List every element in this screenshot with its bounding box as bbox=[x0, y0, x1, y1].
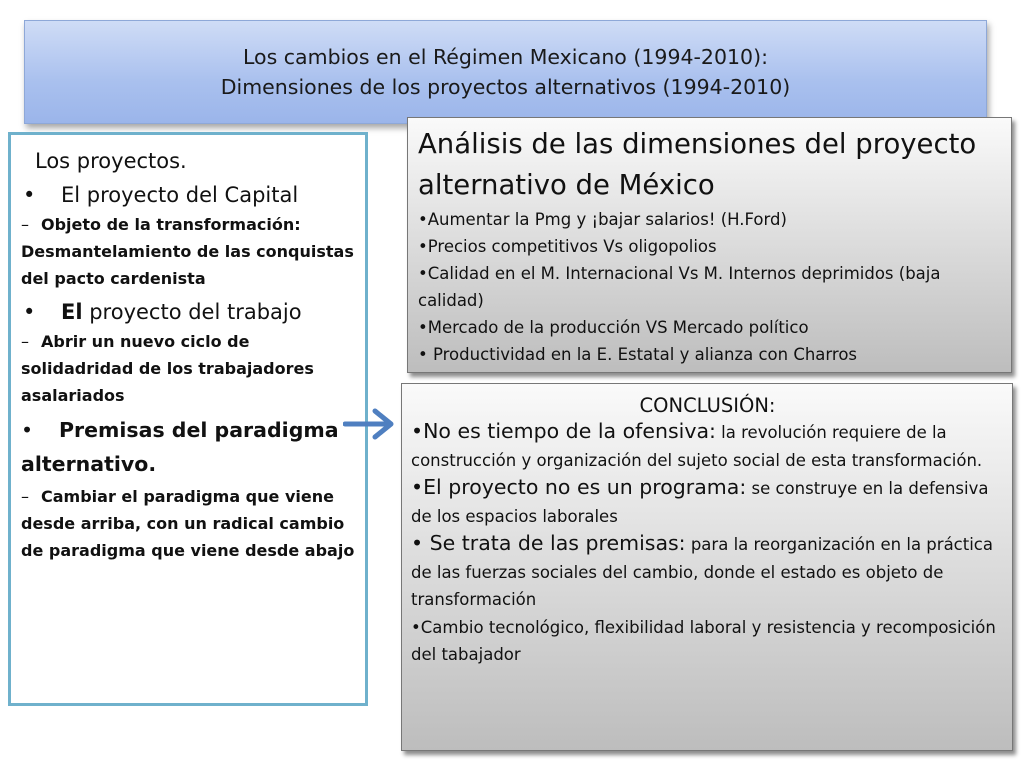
analysis-item: •Aumentar la Pmg y ¡bajar salarios! (H.Ford) bbox=[418, 210, 787, 229]
bullet-marker: • bbox=[21, 418, 34, 442]
bullet-premisas bbox=[21, 413, 357, 481]
conclusion-title: CONCLUSIÓN: bbox=[639, 394, 776, 417]
bullet-capital-label: El proyecto del Capital bbox=[61, 183, 299, 207]
dash-marker: – bbox=[21, 332, 29, 351]
projects-panel bbox=[8, 132, 368, 706]
conclusion-box bbox=[401, 383, 1013, 751]
analysis-title: Análisis de las dimensiones del proyecto alternativo de México bbox=[418, 128, 977, 201]
conclusion-item-text: se construye en la defensiva de los espacios laborales bbox=[411, 479, 989, 526]
bullet-capital-detail bbox=[21, 211, 357, 292]
conclusion-item-text: para la reorganización en la práctica de las fuerzas sociales del cambio, donde el estado es objeto de transformación bbox=[411, 535, 993, 609]
bullet-capital-detail-text: Objeto de la transformación: Desmantelamiento de las conquistas del pacto cardenista bbox=[21, 215, 354, 288]
bullet-trabajo-rest: proyecto del trabajo bbox=[82, 300, 302, 324]
conclusion-item: •Cambio tecnológico, flexibilidad laboral y resistencia y recomposición del tabajador bbox=[411, 617, 996, 664]
bullet-premisas-detail-text: Cambiar el paradigma que viene desde arriba, con un radical cambio de paradigma que viene desde abajo bbox=[21, 487, 355, 560]
analysis-item: •Precios competitivos Vs oligopolios bbox=[418, 237, 717, 256]
bullet-premisas-detail bbox=[21, 483, 357, 564]
bullet-trabajo-bold: El bbox=[61, 300, 83, 324]
right-arrow-icon bbox=[343, 406, 399, 442]
analysis-box bbox=[407, 117, 1012, 373]
bullet-capital bbox=[21, 181, 357, 209]
bullet-trabajo-label bbox=[61, 298, 302, 326]
bullet-trabajo bbox=[21, 298, 357, 326]
conclusion-item bbox=[411, 418, 1004, 474]
analysis-item: •Mercado de la producción VS Mercado político bbox=[418, 318, 809, 337]
title-line-2: Dimensiones de los proyectos alternativos (1994-2010) bbox=[220, 75, 791, 99]
conclusion-item-lead: •No es tiempo de la ofensiva: bbox=[411, 419, 716, 443]
bullet-trabajo-detail bbox=[21, 328, 357, 409]
slide-title bbox=[24, 20, 987, 124]
projects-heading: Los proyectos. bbox=[35, 149, 187, 173]
bullet-premisas-label: Premisas del paradigma alternativo. bbox=[21, 418, 339, 476]
dash-marker: – bbox=[21, 215, 29, 234]
dash-marker: – bbox=[21, 487, 29, 506]
analysis-item: • Productividad en la E. Estatal y alianza con Charros bbox=[418, 345, 858, 364]
conclusion-item-lead: • Se trata de las premisas: bbox=[411, 531, 686, 555]
conclusion-item bbox=[411, 474, 1004, 530]
conclusion-item-lead: •El proyecto no es un programa: bbox=[411, 475, 747, 499]
bullet-marker: • bbox=[23, 183, 36, 207]
conclusion-item-text: la revolución requiere de la construcción y organización del sujeto social de esta transformación. bbox=[411, 423, 983, 470]
analysis-item: •Calidad en el M. Internacional Vs M. Internos deprimidos (baja calidad) bbox=[418, 264, 941, 310]
bullet-trabajo-detail-text: Abrir un nuevo ciclo de solidadridad de los trabajadores asalariados bbox=[21, 332, 314, 405]
conclusion-item bbox=[411, 530, 1004, 614]
title-line-1: Los cambios en el Régimen Mexicano (1994-2010): bbox=[242, 45, 769, 69]
bullet-marker: • bbox=[23, 300, 36, 324]
